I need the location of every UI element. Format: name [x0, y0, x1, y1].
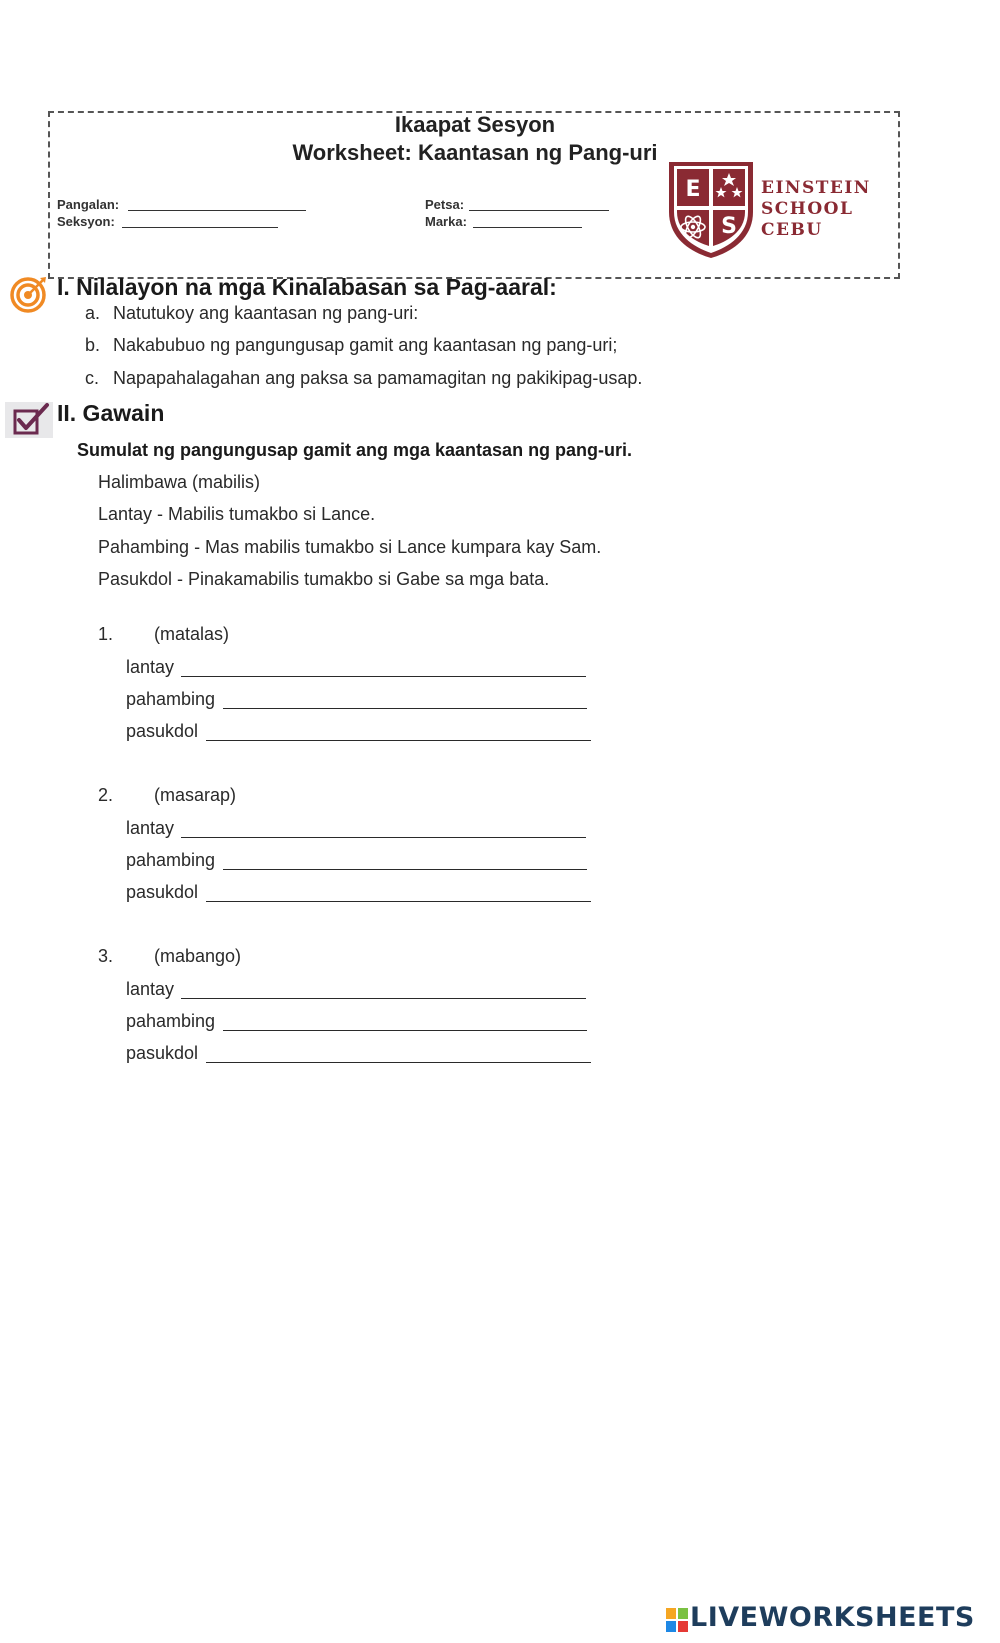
logo-letter-e: E [685, 177, 701, 202]
example-heading: Halimbawa (mabilis) [98, 472, 261, 492]
item-3-number: 3. [98, 946, 114, 966]
school-name-line2: SCHOOL [761, 199, 854, 219]
item-1-lantay-answer[interactable] [181, 676, 586, 677]
item-1-pahambing-label: pahambing [126, 689, 216, 709]
item-2-lantay-answer[interactable] [181, 837, 586, 838]
target-icon [9, 274, 49, 314]
section-field[interactable] [122, 227, 278, 228]
date-label: Petsa: [425, 197, 465, 212]
objective-b [85, 335, 617, 356]
item-2-word: (masarap) [154, 785, 237, 805]
item-2-pasukdol-answer[interactable] [206, 901, 591, 902]
item-3-pahambing-label: pahambing [126, 1011, 216, 1031]
item-1-word: (matalas) [154, 624, 230, 644]
objective-text: Natutukoy ang kaantasan ng pang-uri: [113, 303, 419, 323]
activity-title: II. Gawain [57, 400, 165, 426]
school-logo [666, 160, 756, 260]
name-field[interactable] [128, 210, 306, 211]
checkbox-icon [5, 400, 53, 440]
item-2-pasukdol-label: pasukdol [126, 882, 199, 902]
item-1-lantay-label: lantay [126, 657, 175, 677]
example-pasukdol: Pasukdol - Pinakamabilis tumakbo si Gabe sa mga bata. [98, 569, 550, 589]
school-name-line3: CEBU [761, 220, 823, 240]
objective-text: Napapahalagahan ang paksa sa pamamagitan ng pakikipag-usap. [113, 368, 643, 388]
item-2-lantay-label: lantay [126, 818, 175, 838]
item-3-pasukdol-answer[interactable] [206, 1062, 591, 1063]
item-3-lantay-label: lantay [126, 979, 175, 999]
section-label: Seksyon: [57, 214, 115, 229]
school-name-line1: EINSTEIN [761, 178, 871, 198]
item-2-pahambing-label: pahambing [126, 850, 216, 870]
objective-letter: b. [85, 335, 101, 355]
score-label: Marka: [425, 214, 467, 229]
item-3-word: (mabango) [154, 946, 242, 966]
activity-instruction: Sumulat ng pangungusap gamit ang mga kaantasan ng pang-uri. [77, 440, 633, 460]
item-1-pasukdol-answer[interactable] [206, 740, 591, 741]
item-1-pahambing-answer[interactable] [223, 708, 587, 709]
liveworksheets-brand[interactable]: LIVEWORKSHEETS [690, 1602, 975, 1633]
item-1-number: 1. [98, 624, 114, 644]
example-pahambing: Pahambing - Mas mabilis tumakbo si Lance kumpara kay Sam. [98, 537, 602, 557]
worksheet-title: Worksheet: Kaantasan ng Pang-uri [292, 140, 658, 165]
item-2-pahambing-answer[interactable] [223, 869, 587, 870]
item-2-number: 2. [98, 785, 114, 805]
date-field[interactable] [469, 210, 609, 211]
objective-c [85, 368, 642, 389]
objective-text: Nakabubuo ng pangungusap gamit ang kaantasan ng pang-uri; [113, 335, 618, 355]
item-3-lantay-answer[interactable] [181, 998, 586, 999]
item-3-pahambing-answer[interactable] [223, 1030, 587, 1031]
name-label: Pangalan: [57, 197, 120, 212]
objective-letter: c. [85, 368, 100, 388]
item-3-pasukdol-label: pasukdol [126, 1043, 199, 1063]
score-field[interactable] [473, 227, 582, 228]
session-title: Ikaapat Sesyon [394, 112, 556, 137]
objective-letter: a. [85, 303, 101, 323]
objective-a [85, 303, 418, 324]
logo-letter-s: S [721, 214, 737, 239]
item-1-pasukdol-label: pasukdol [126, 721, 199, 741]
example-lantay: Lantay - Mabilis tumakbo si Lance. [98, 504, 376, 524]
objectives-title: I. Nilalayon na mga Kinalabasan sa Pag-aaral: [57, 274, 557, 300]
liveworksheets-logo-icon [666, 1608, 688, 1632]
